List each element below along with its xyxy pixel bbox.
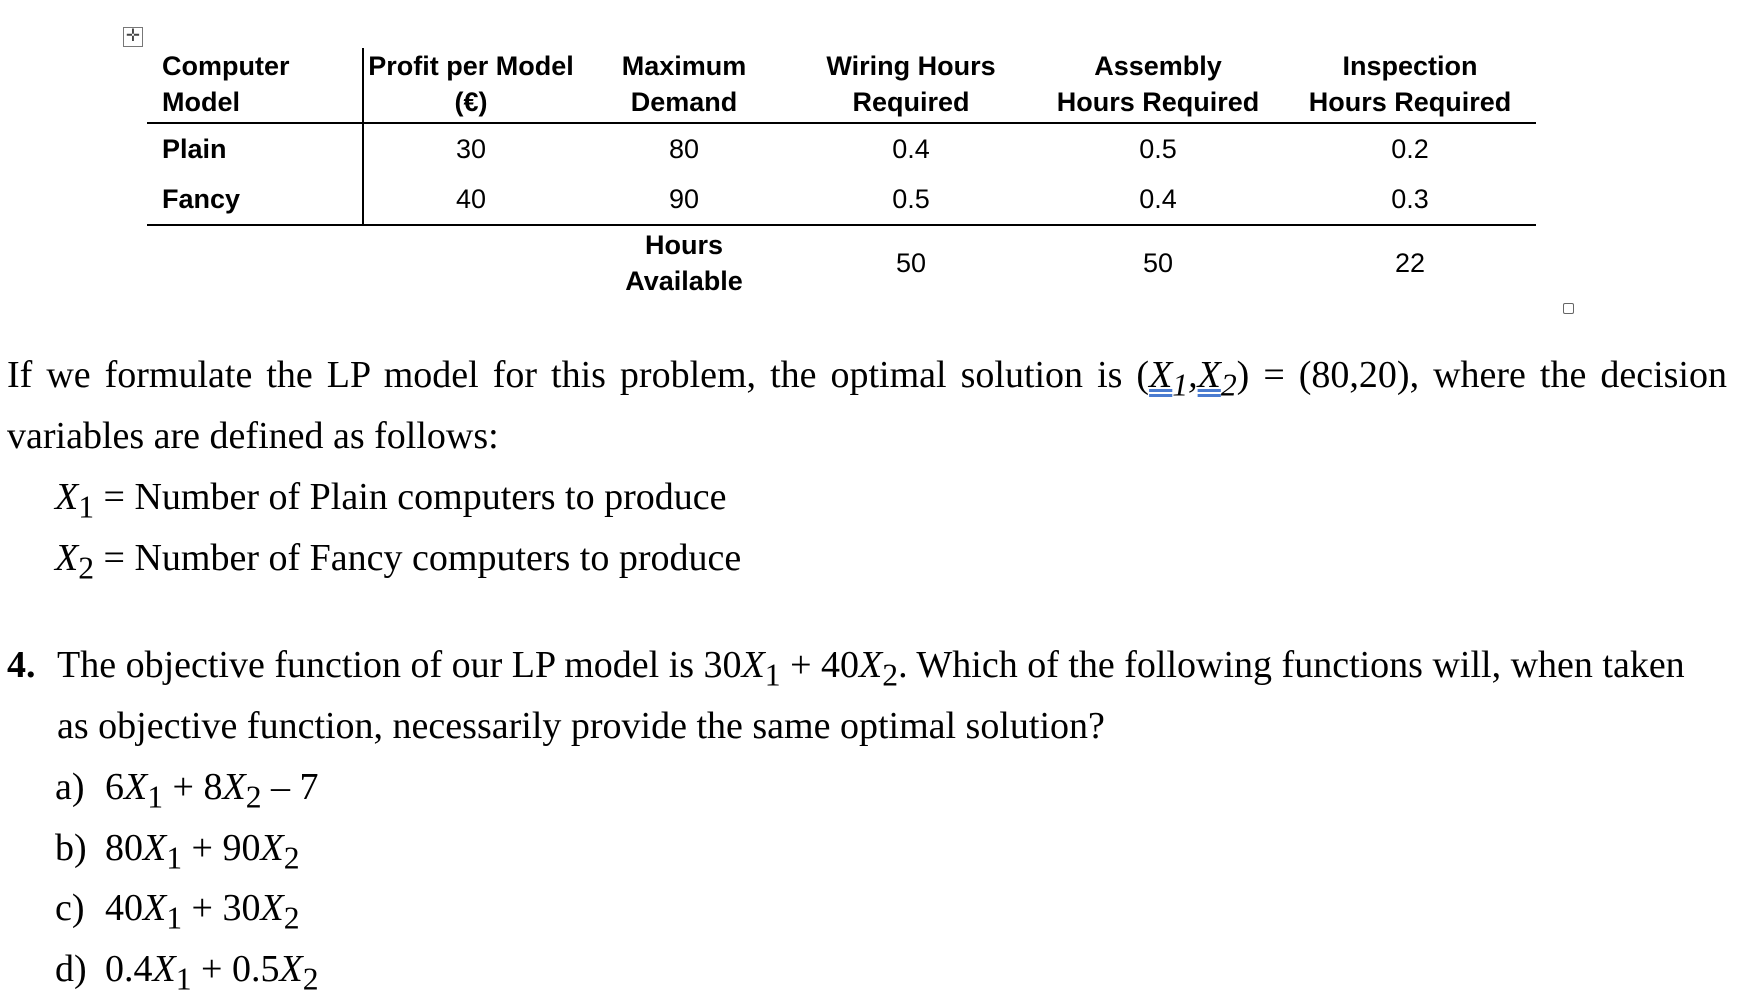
empty-cell xyxy=(363,225,578,300)
table-move-handle-icon[interactable]: ✛ xyxy=(123,27,143,47)
header-computer-model: Computer Model xyxy=(147,48,363,123)
table-resize-handle-icon[interactable] xyxy=(1563,303,1574,314)
row-model: Fancy xyxy=(147,174,363,225)
table-row xyxy=(147,174,1536,225)
table-header-row xyxy=(147,48,1536,123)
option-c[interactable]: c) $40X_1 + 30X_2$ xyxy=(55,887,300,936)
header-inspection: Inspection Hours Required xyxy=(1308,51,1512,117)
option-a[interactable]: a) $6X_1 + 8X_2 - 7$ xyxy=(55,766,319,815)
available-inspection: 22 xyxy=(1394,248,1426,278)
available-wiring: 50 xyxy=(895,248,927,278)
empty-cell xyxy=(147,225,363,300)
definition-x2: $X_2$ = Number of Fancy computers to produce xyxy=(55,536,742,586)
row-profit: 40 xyxy=(455,184,487,214)
variable-definitions xyxy=(55,472,741,593)
header-profit: Profit per Model (€) xyxy=(368,51,574,117)
hours-available-row xyxy=(147,225,1536,300)
row-assembly: 0.5 xyxy=(1139,134,1177,164)
header-max-demand: Maximum Demand xyxy=(621,51,747,117)
row-assembly: 0.4 xyxy=(1139,184,1177,214)
header-wiring: Wiring Hours Required xyxy=(826,51,996,117)
row-demand: 90 xyxy=(668,184,700,214)
row-inspection: 0.3 xyxy=(1391,184,1429,214)
header-assembly: Assembly Hours Required xyxy=(1056,51,1260,117)
row-demand: 80 xyxy=(668,134,700,164)
question-4: 4. The objective function of our LP model is $30X_1 + 40X_2$. Which of the following functions will, when taken as objective function, necessarily provide the same optimal solution? xyxy=(7,640,1727,751)
hours-available-label: Hours Available xyxy=(625,230,743,296)
solution-paragraph: If we formulate the LP model for this problem, the optimal solution is $(X_1,X_2) = (80,20)$, where the decision variables are defined as follows: xyxy=(7,354,1727,457)
answer-options xyxy=(55,762,319,1004)
computer-model-table xyxy=(147,48,1536,300)
option-d[interactable]: d) $0.4X_1 + 0.5X_2$ xyxy=(55,947,319,997)
row-wiring: 0.5 xyxy=(892,184,930,214)
row-wiring: 0.4 xyxy=(892,134,930,164)
available-assembly: 50 xyxy=(1142,248,1174,278)
table-row xyxy=(147,123,1536,174)
row-inspection: 0.2 xyxy=(1391,134,1429,164)
option-b[interactable]: b) $80X_1 + 90X_2$ xyxy=(55,826,300,876)
row-model: Plain xyxy=(147,123,363,174)
definition-x1: $X_1$ = Number of Plain computers to produce xyxy=(55,476,727,525)
question-number: 4. xyxy=(7,644,36,686)
row-profit: 30 xyxy=(455,134,487,164)
